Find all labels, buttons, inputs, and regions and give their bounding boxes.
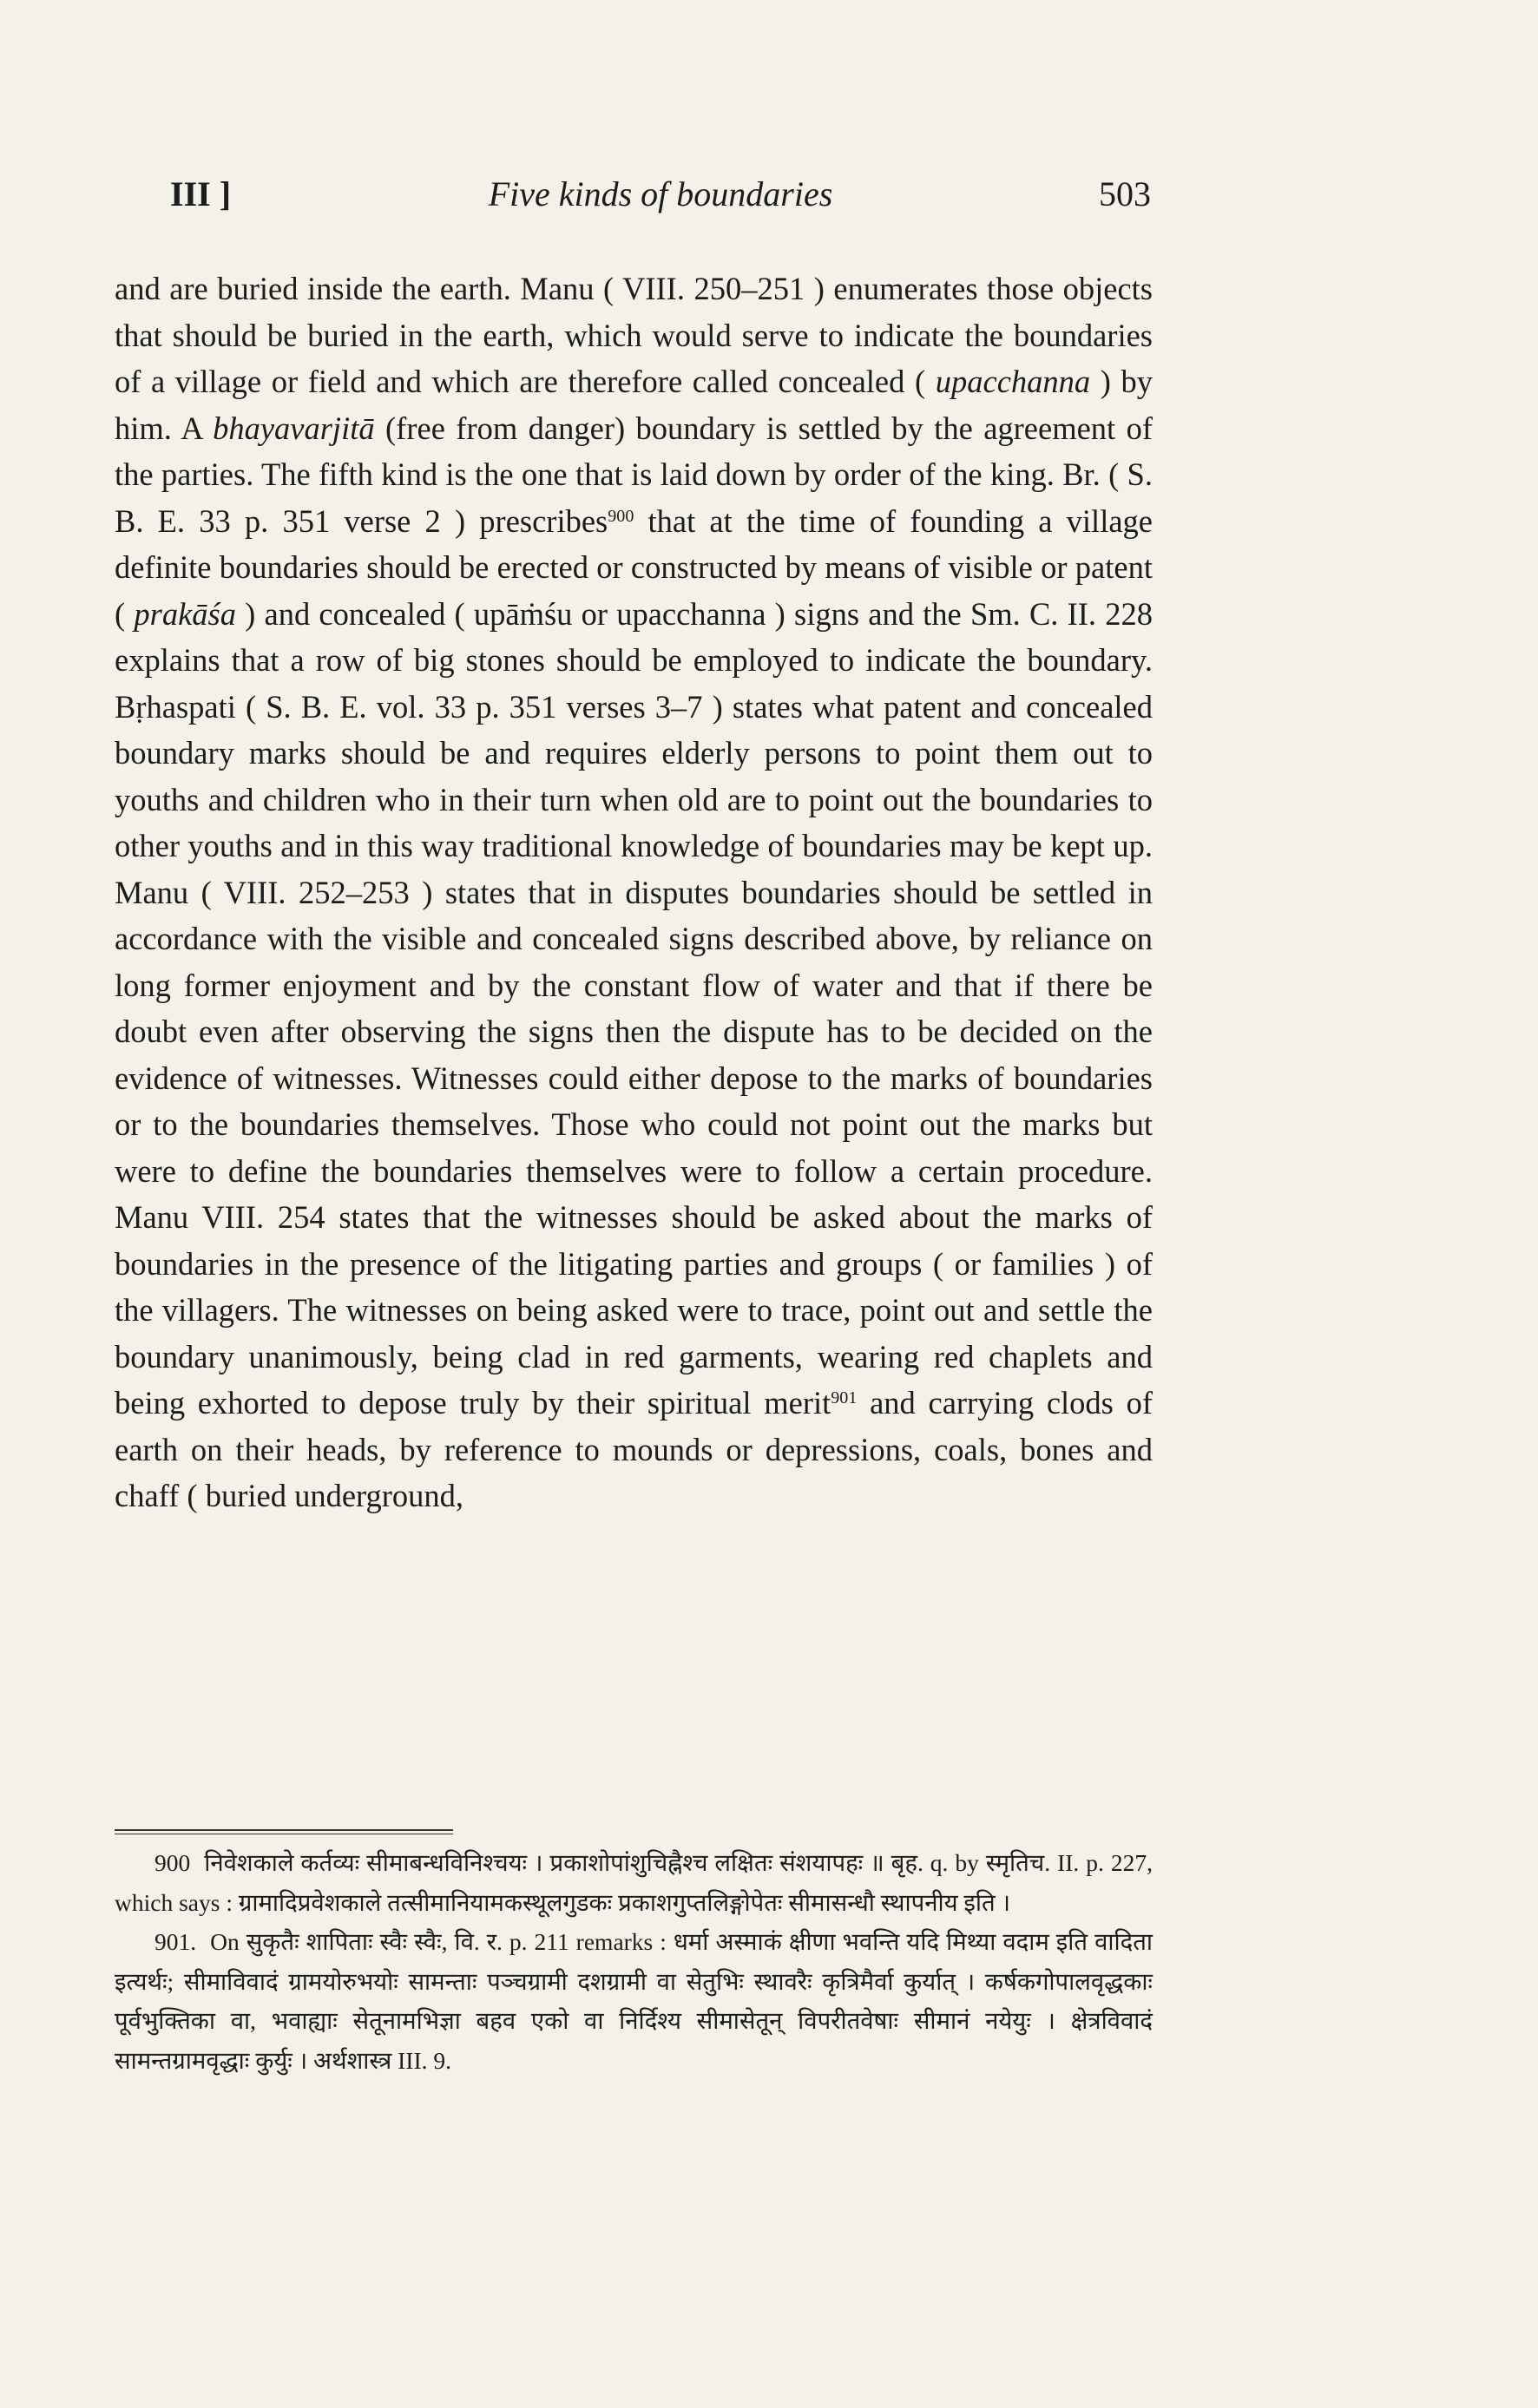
running-header [170, 174, 1151, 226]
body-text-segment: and are buried inside the earth. Manu ( VIII. 250–251 ) enumerates those objects that should be buried in the earth, which would serve to indicate the boundaries of a village or field and which are therefore called concealed ( [115, 271, 1153, 399]
term-upacchanna: upacchanna [935, 364, 1091, 399]
chapter-marker: III ] [170, 174, 232, 213]
term-prakasa: prakāśa [134, 595, 236, 632]
term-bhayavarjita: bhayavarjitā [213, 410, 375, 446]
running-title: Five kinds of boundaries [488, 174, 833, 213]
footnote-text: निवेशकाले कर्तव्यः सीमाबन्धविनिश्चयः । प्रकाशोपांशुचिह्नैश्च लक्षितः संशयापहः ॥ बृह. q. by स्मृतिच. II. p. 227, which says : ग्रामादिप्रवेशकाले तत्सीमानियामकस्थूलगुडकः प्रकाशगुप्तलिङ्गोपेतः सीमासन्धौ स्थापनीय इति । [115, 1849, 1154, 1916]
body-text-segment: ) and concealed ( upāṁśu or upacchanna ) signs and the Sm. C. II. 228 explains that a row of big stones should be employed to indicate the boundary. Bṛhaspati ( S. B. E. vol. 33 p. 351 verses 3–7 ) states what patent and concealed boundary marks should be and requires elderly persons to point them out to youths and children who in their turn when old are to point out the boundaries to other youths and in this way traditional knowledge of boundaries may be kept up. Manu ( VIII. 252–253 ) states that in disputes boundaries should be settled in accordance with the visible and concealed signs described above, by reliance on long former enjoyment and by the constant flow of water and that if there be doubt even after observing the signs then the dispute has to be decided on the evidence of witnesses. Witnesses could either depose to the marks of boundaries or to the boundaries themselves. Those who could not point out the marks but were to define the boundaries themselves were to follow a certain procedure. Manu VIII. 254 states that the witnesses should be asked about the marks of boundaries in the presence of the litigating parties and groups ( or families ) of the villagers. The witnesses on being asked were to trace, point out and settle the boundary unanimously, being clad in red garments, wearing red chaplets and being exhorted to depose truly by their spiritual merit [115, 595, 1154, 1421]
footnote-divider [115, 1829, 453, 1834]
footnote-number: 900 [154, 1849, 191, 1876]
footnotes [115, 1843, 1153, 2080]
footnote-900 [115, 1843, 1153, 1922]
body-text-segment: that at the time of founding a village definite boundaries should be erected or constructed by means of visible or patent ( [115, 502, 1153, 632]
footnote-ref-900: 900 [608, 506, 634, 526]
page-number: 503 [1099, 174, 1151, 213]
body-text-segment: and carrying clods of earth on their heads, by reference to mounds or depressions, coals, bones and chaff ( buried underground, [115, 1385, 1153, 1513]
footnote-ref-901: 901 [831, 1388, 858, 1407]
body-paragraph [115, 266, 1153, 1519]
main-text [115, 266, 1153, 1519]
footnote-901 [115, 1922, 1153, 2080]
body-text-segment: (free from danger) boundary is settled by the agreement of the parties. The fifth kind is the one that is laid down by order of the king. Br. ( S. B. E. 33 p. 351 verse 2 ) prescribes [115, 410, 1153, 539]
body-text-segment: ) by him. A [115, 364, 1154, 446]
footnote-text: On सुकृतैः शापिताः स्वैः स्वैः, वि. र. p. 211 remarks : धर्मा अस्माकं क्षीणा भवन्ति यदि मिथ्या वदाम इति वादिता इत्यर्थः; सीमाविवादं ग्रामयोरुभयोः सामन्ताः पञ्चग्रामी दशग्रामी वा सेतुभिः स्थावरैः कृत्रिमैर्वा कुर्यात् । कर्षकगोपालवृद्धकाः पूर्वभुक्तिका वा, भवाह्याः सेतूनामभिज्ञा बहव एको वा निर्दिश्य सीमासेतून् विपरीतवेषाः सीमानं नयेयुः । क्षेत्रविवादं सामन्तग्रामवृद्धाः कुर्युः । अर्थशास्त्र III. 9. [115, 1928, 1154, 2074]
footnote-number: 901. [154, 1928, 197, 1955]
